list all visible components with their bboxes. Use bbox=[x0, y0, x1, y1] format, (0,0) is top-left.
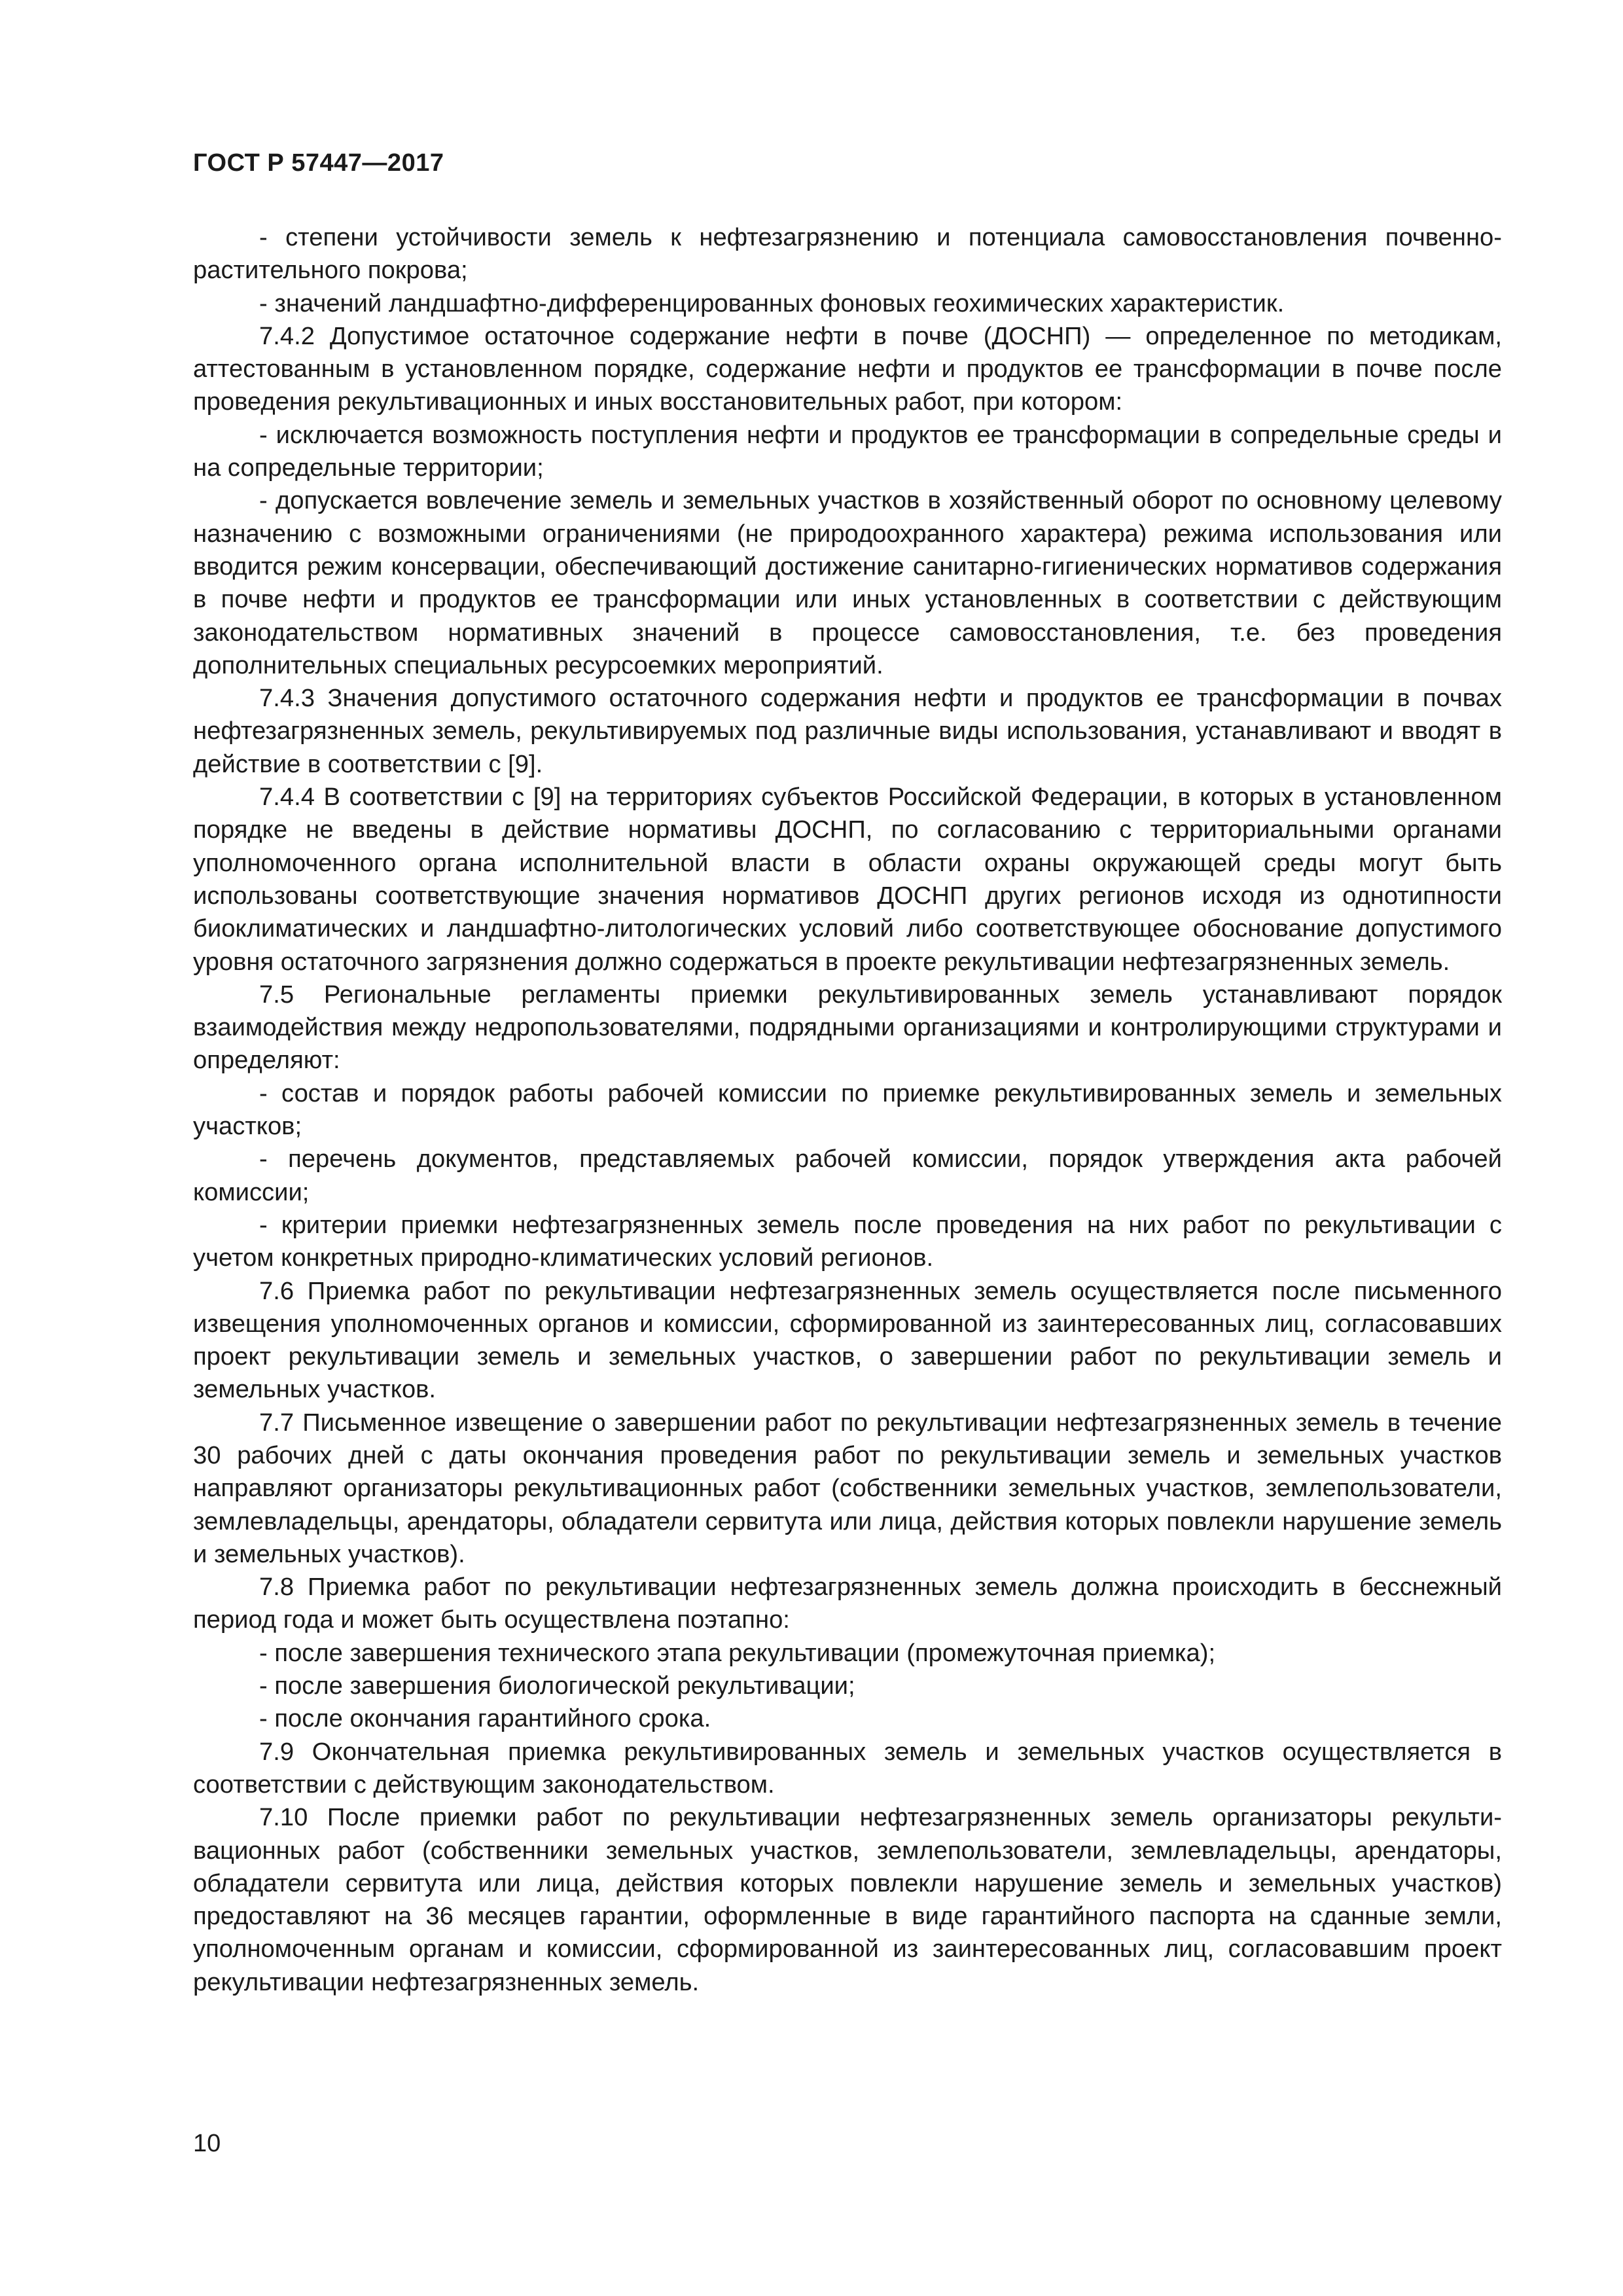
paragraph: - состав и порядок работы рабочей комиссии по приемке рекультивированных земель и земельных участков; bbox=[193, 1079, 1502, 1141]
paragraph: - перечень документов, представляемых рабочей комиссии, порядок утверждения акта рабочей комиссии; bbox=[193, 1145, 1502, 1206]
paragraph: 7.8 Приемка работ по рекультивации нефтезагрязненных земель должна происходить в бесснежный период года и может быть осуществлена поэтапно: bbox=[193, 1573, 1502, 1634]
page-number: 10 bbox=[193, 2130, 221, 2157]
paragraph: - после окончания гарантийного срока. bbox=[259, 1704, 711, 1733]
paragraph: 7.7 Письменное извещение о завершении работ по рекультивации нефтезагрязненных земель в течение 30 рабочих дней с даты окончания проведения работ по рекультивации земель и земельных участков направляют организаторы рекультивационных работ (собственники земельных участков, землепользователи, землевладельцы, арендаторы, обладатели сервитута или лица, действия которых повлекли нарушение земель и земельных участков). bbox=[193, 1408, 1502, 1568]
paragraph: 7.10 После приемки работ по рекультивации нефтезагрязненных земель организаторы рекультивационных работ (собственники земельных участков, землепользователи, землевладельцы, арендаторы, обладатели сервитута или лица, действия которых повлекли нарушение земель и земельных участков) предоставляют на 36 месяцев гарантии, оформленные в виде гарантийного паспорта на сданные земли, уполномоченным органам и комиссии, сформированной из заинтересованных лиц, согласовавшим проект рекультивации нефтезагрязненных земель. bbox=[193, 1803, 1502, 1996]
paragraph: 7.4.4 В соответствии с [9] на территориях субъектов Российской Федерации, в которых в установленном порядке не введены в действие нормативы ДОСНП, по согласованию с территориальными органами уполномоченного органа исполнительной власти в области охраны окружающей среды могут быть использованы соответствующие значения нормативов ДОСНП других регионов исходя из однотипности биоклиматических и ландшафтно-литологических условий либо соответствующее обоснование допустимого уровня остаточного загрязнения должно содержаться в проекте рекультивации нефтезагрязненных земель. bbox=[193, 783, 1502, 976]
paragraph: 7.6 Приемка работ по рекультивации нефтезагрязненных земель осуществляется после письменного извещения уполномоченных органов и комиссии, сформированной из заинтересованных лиц, согласовавших проект рекультивации земель и земельных участков, о завершении работ по рекультивации земель и земельных участков. bbox=[193, 1276, 1502, 1404]
paragraph: - степени устойчивости земель к нефтезагрязнению и потенциала самовосстановления почвенно-растительного покрова; bbox=[193, 223, 1502, 285]
paragraph: 7.4.2 Допустимое остаточное содержание нефти в почве (ДОСНП) — определенное по методикам, аттестованным в установленном порядке, содержание нефти и продуктов ее трансформации в почве после проведения рекультивационных и иных восстановительных работ, при котором: bbox=[193, 321, 1502, 416]
paragraph: - после завершения биологической рекультивации; bbox=[259, 1672, 855, 1700]
paragraph: 7.9 Окончательная приемка рекультивированных земель и земельных участков осуществляется в соответствии с действующим законодательством. bbox=[193, 1737, 1502, 1799]
paragraph: 7.5 Региональные регламенты приемки рекультивированных земель устанавливают порядок взаимодействия между недропользователями, подрядными организациями и контролирующими структурами и определяют: bbox=[193, 980, 1502, 1075]
paragraph: - критерии приемки нефтезагрязненных земель после проведения на них работ по рекультивации с учетом конкретных природно-климатических условий регионов. bbox=[193, 1210, 1502, 1272]
paragraph: - допускается вовлечение земель и земельных участков в хозяйственный оборот по основному целевому назначению с возможными ограничениями (не природоохранного характера) режима использования или вводится режим консервации, обеспечивающий достижение санитарно-гигиенических нормативов содержания в почве нефти и продуктов ее трансформации или иных установленных в соответствии с действующим законодательством нормативных значений в процессе самовосстановления, т.е. без проведения дополнительных специальных ресурсоемких мероприятий. bbox=[193, 486, 1502, 679]
document-code-header: ГОСТ Р 57447—2017 bbox=[193, 149, 444, 177]
paragraph: - исключается возможность поступления нефти и продуктов ее трансформации в сопредельные среды и на сопредельные территории; bbox=[193, 420, 1502, 482]
paragraph: - значений ландшафтно-дифференцированных фоновых геохимических характеристик. bbox=[259, 289, 1285, 317]
paragraph: 7.4.3 Значения допустимого остаточного содержания нефти и продуктов ее трансформации в почвах нефтезагрязненных земель, рекультивируемых под различные виды использования, устанавливают и вводят в действие в соответствии с [9]. bbox=[193, 684, 1502, 778]
document-body bbox=[193, 221, 1502, 1999]
paragraph: - после завершения технического этапа рекультивации (промежуточная приемка); bbox=[259, 1638, 1216, 1667]
